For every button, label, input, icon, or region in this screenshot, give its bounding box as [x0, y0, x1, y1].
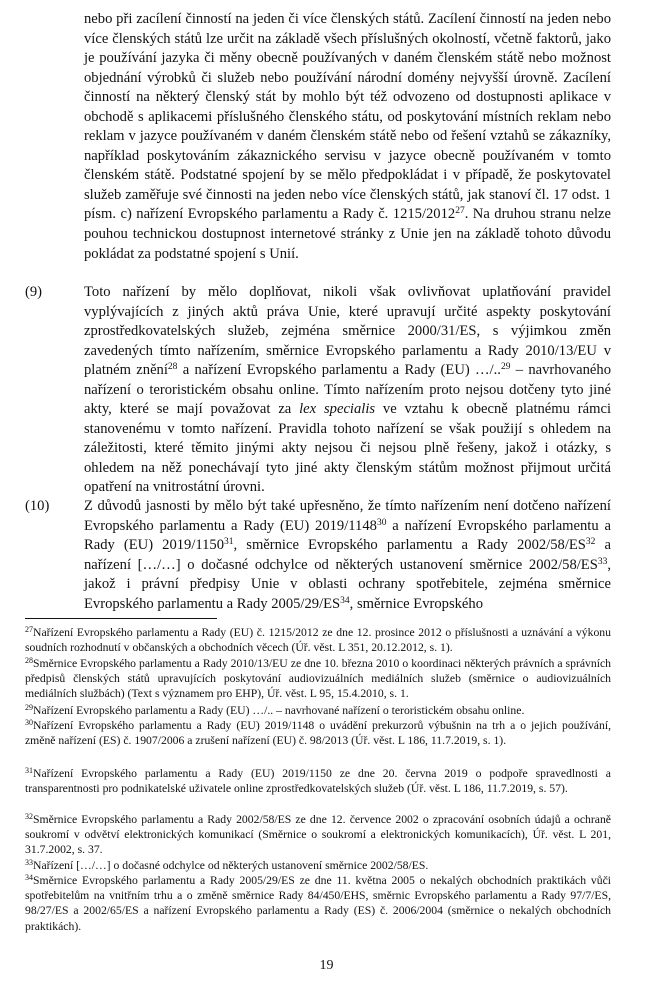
footnote-number: 33 [25, 858, 33, 867]
recital-9-text-d: ve vztahu k obecně platnému rámci stanovenému v tomto nařízení. Pravidla tohoto nařízení se však použijí s ohledem na záležitosti, které těmito jinými akty nejsou či nejsou plně řešeny, jakož i otázky, s ohledem na něž ponechávají tyto jiné akty členským státům možnost přijmout určitá opatření na vnitrostátní úrovni. [84, 401, 611, 496]
footnote-28 [25, 656, 611, 702]
footnote-text: Směrnice Evropského parlamentu a Rady 2005/29/ES ze dne 11. května 2005 o nekalých obchodních praktikách vůči spotřebitelům na vnitřním trhu a o změně směrnice Rady 84/450/EHS, směrnic Evropského parlamentu a Rady 97/7/ES, 98/27/ES a 2002/65/ES a nařízení Evropského parlamentu a Rady (ES) č. 2006/2004 (směrnice o nekalých obchodních praktikách). [25, 874, 611, 933]
footnote-text: Nařízení Evropského parlamentu a Rady (EU) č. 1215/2012 ze dne 12. prosince 2012 o příslušnosti a uznávání a výkonu soudních rozhodnutí v občanských a obchodních věcech (Úř. věst. L 351, 20.12.2012, s. 1). [25, 626, 611, 655]
footnote-27 [25, 625, 611, 655]
footnote-number: 34 [25, 873, 33, 882]
footnote-30 [25, 718, 611, 748]
recital-9 [84, 283, 611, 498]
footnote-number: 30 [25, 718, 33, 727]
recital-10-text-b: a nařízení Evropského parlamentu a Rady (EU) 2019/1150 [84, 517, 611, 554]
footnote-ref-29[interactable]: 29 [500, 362, 511, 373]
recital-10-text-f: , směrnice Evropského [349, 595, 483, 612]
page-number: 19 [319, 958, 334, 973]
footnote-text: Směrnice Evropského parlamentu a Rady 2002/58/ES ze dne 12. července 2002 o zpracování osobních údajů a ochraně soukromí v odvětví elektronických komunikací (Směrnice o soukromí a elektronických komunikacích), Úř. věst. L 201, 31.7.2002, s. 37. [25, 813, 611, 857]
recital-9-text-c: – navrhovaného nařízení o teroristickém obsahu online. Tímto nařízením proto nejsou dotčeny tyto jiné akty, které se mají považovat za [84, 362, 611, 418]
footnote-ref-30[interactable]: 30 [376, 517, 387, 528]
footnote-31 [25, 766, 611, 796]
recital-10-text-d: a nařízení […/…] o dočasné odchylce od některých ustanovení směrnice 2002/58/ES [84, 537, 611, 573]
recital-8-text-b: . Na druhou stranu nelze pouhou technickou dostupnost internetové stránky z Unie jen na základě tohoto důvodu pokládat za podstatné spojení s Unií. [84, 206, 611, 262]
recital-10-text-e: , jakož i právní předpisy Unie v oblasti ochrany spotřebitele, zejména směrnice Evropského parlamentu a Rady 2005/29/ES [84, 556, 611, 612]
footnote-text: Směrnice Evropského parlamentu a Rady 2010/13/EU ze dne 10. března 2010 o koordinaci některých právních a správních předpisů členských států upravujících poskytování audiovizuálních mediálních služeb (směrnice o audiovizuálních mediálních službách) (Text s významem pro EHP), Úř. věst. L 95, 15.4.2010, s. 1. [25, 657, 611, 701]
footnote-number: 28 [25, 656, 33, 665]
footnote-number: 32 [25, 812, 33, 821]
footnote-32 [25, 812, 611, 858]
recital-9-number: (9) [25, 284, 43, 300]
footnote-33 [25, 858, 611, 873]
footnote-34 [25, 873, 611, 934]
footnote-29 [25, 703, 611, 718]
footnote-text: Nařízení Evropského parlamentu a Rady (EU) 2019/1148 o uvádění prekurzorů výbušnin na trh a o jejich používání, změně nařízení (ES) č. 1907/2006 a zrušení nařízení (EU) č. 98/2013 (Úř. věst. L 186, 11.7.2019, s. 1). [25, 719, 611, 748]
footnote-text: Nařízení […/…] o dočasné odchylce od některých ustanovení směrnice 2002/58/ES. [33, 859, 429, 872]
lex-specialis-term: lex specialis [299, 401, 376, 418]
footnote-ref-33[interactable]: 33 [597, 556, 608, 567]
footnote-text: Nařízení Evropského parlamentu a Rady (EU) 2019/1150 ze dne 20. června 2019 o podpoře spravedlnosti a transparentnosti pro podnikatelské uživatele online zprostředkovatelských služeb (Úř. věst. L 186, 11.7.2019, s. 57). [25, 767, 611, 796]
footnote-ref-34[interactable]: 34 [340, 595, 350, 606]
footnote-ref-27[interactable]: 27 [455, 206, 465, 217]
footnote-number: 29 [25, 703, 33, 712]
recital-10-number: (10) [25, 498, 50, 514]
footnote-number: 31 [25, 766, 33, 775]
footnote-ref-31[interactable]: 31 [224, 537, 234, 548]
recital-10-text-c: , směrnice Evropského parlamentu a Rady 2002/58/ES [233, 537, 586, 554]
recital-9-text-a: Toto nařízení by mělo doplňovat, nikoli však ovlivňovat uplatňování pravidel vyplývajících z jiných aktů práva Unie, které upravují určité aspekty poskytování zprostředkovatelských služeb, zejména směrnice 2000/31/ES, s výjimkou změn zavedených tímto nařízením, směrnice Evropského parlamentu a Rady 2010/13/EU v platném znění [84, 284, 611, 379]
footnote-text: Nařízení Evropského parlamentu a Rady (EU) …/.. – navrhované nařízení o teroristickém obsahu online. [33, 704, 525, 717]
recital-10-text-a: Z důvodů jasnosti by mělo být také upřesněno, že tímto nařízením není dotčeno nařízení Evropského parlamentu a Rady (EU) 2019/1148 [84, 498, 611, 534]
recital-9-text-b: a nařízení Evropského parlamentu a Rady (EU) …/.. [177, 362, 501, 379]
footnote-separator [25, 618, 217, 619]
recital-10 [84, 497, 611, 614]
recital-8-continuation [84, 10, 611, 264]
footnote-number: 27 [25, 625, 33, 634]
recital-8-text-a: nebo při zacílení činností na jeden či více členských států. Zacílení činností na jeden nebo více členských států lze určit na základě všech příslušných okolností, včetně faktorů, jako je používání jazyka či měny obecně používaných v daném členském státě nebo možnost objednání výrobků či služeb nebo používání národní domény nejvyšší úrovně. Zacílení činností na některý členský stát by mohlo být též odvozeno od dostupnosti aplikace v obchodě s aplikacemi příslušného členského státu, od poskytování místních reklam nebo reklam v jazyce používaném v daném členském státě nebo od řešení vztahů se zákazníky, například poskytováním zákaznického servisu v jazyce obecně používaném v tomto členském státě. Podstatné spojení by se mělo předpokládat i v případě, že poskytovatel služeb zaměřuje své činnosti na jeden nebo více členských států, jak stanoví čl. 17 odst. 1 písm. c) nařízení Evropského parlamentu a Rady č. 1215/2012 [84, 11, 611, 223]
footnote-ref-28[interactable]: 28 [167, 362, 178, 373]
footnote-ref-32[interactable]: 32 [585, 537, 596, 548]
